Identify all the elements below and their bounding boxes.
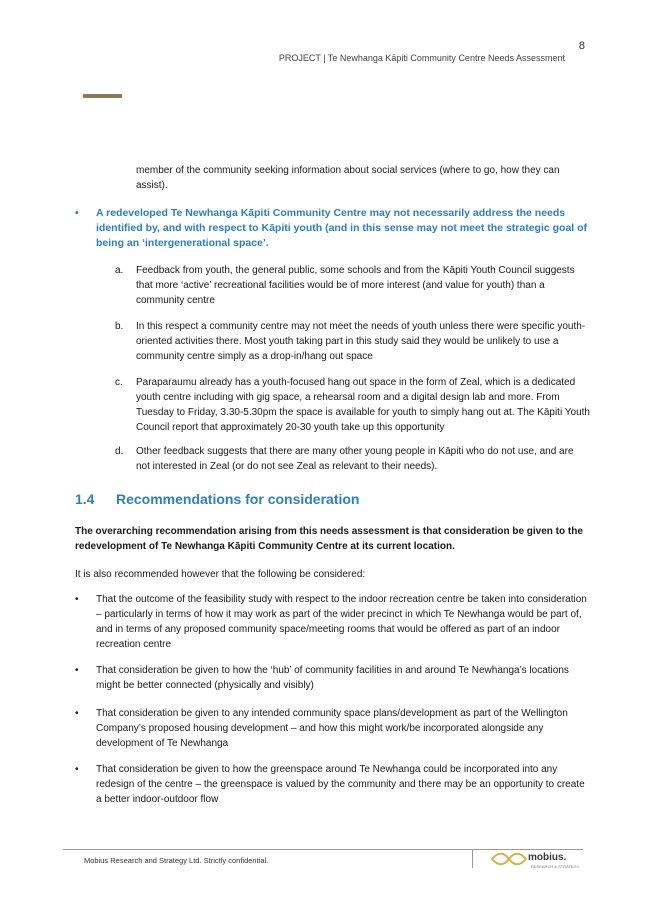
section-heading bbox=[75, 491, 359, 507]
continuation-text: member of the community seeking information about social services (where to go, how they can assist). bbox=[136, 165, 560, 191]
recommendation-text: That the outcome of the feasibility study with respect to the indoor recreation centre be taken into consideration – particularly in terms of how it may work as part of the wider precinct in which Te Newhanga would be part of, and in terms of any proposed community space/meeting rooms that would be offered as part of an indoor recreation centre bbox=[96, 594, 587, 650]
list-item-text: In this respect a community centre may not meet the needs of youth unless there were specific youth-oriented activities there. Most youth taking part in this study said they would be unlikely to use a community centre simply as a drop-in/hang out space bbox=[136, 321, 586, 362]
list-letter: a. bbox=[115, 265, 124, 276]
footer-text: Mobius Research and Strategy Ltd. Strictly confidential. bbox=[84, 856, 269, 865]
section-number: 1.4 bbox=[75, 491, 95, 507]
bullet-heading bbox=[75, 206, 590, 251]
recommendation-text: That consideration be given to any intended community space plans/development as part of the Wellington Company’s proposed housing development – and how this might work/be incorporated alongside any development of Te Newhanga bbox=[96, 708, 568, 749]
intro-paragraph: It is also recommended however that the following be considered: bbox=[75, 569, 366, 580]
bullet-icon: • bbox=[75, 207, 79, 219]
logo-tagline: RESEARCH & STRATEGY bbox=[531, 864, 580, 869]
list-item bbox=[115, 263, 590, 308]
list-letter: d. bbox=[115, 446, 124, 457]
logo-wordmark: mobius. bbox=[528, 852, 567, 863]
recommendation-text: That consideration be given to how the greenspace around Te Newhanga could be incorporated into any redesign of the centre – the greenspace is valued by the community and there may be an opportunity to create a better indoor-outdoor flow bbox=[96, 764, 585, 805]
recommendation-item bbox=[75, 663, 590, 693]
list-item bbox=[115, 319, 590, 364]
recommendation-item bbox=[75, 762, 590, 807]
bullet-icon: • bbox=[75, 764, 79, 775]
list-letter: c. bbox=[115, 377, 123, 388]
bullet-icon: • bbox=[75, 665, 79, 676]
bullet-icon: • bbox=[75, 594, 79, 605]
lead-paragraph: The overarching recommendation arising from this needs assessment is that consideration be given to the redevelopment of Te Newhanga Kāpiti Community Centre at its current location. bbox=[75, 526, 583, 552]
bullet-icon: • bbox=[75, 708, 79, 719]
list-item bbox=[115, 375, 590, 435]
recommendation-item bbox=[75, 706, 590, 751]
list-item-text: Feedback from youth, the general public, some schools and from the Kāpiti Youth Council suggests that more ‘active’ recreational facilities would be of more interest (and value for youth) than a community centre bbox=[136, 265, 575, 306]
bullet-heading-text: A redeveloped Te Newhanga Kāpiti Community Centre may not necessarily address the needs identified by, and with respect to Kāpiti youth (and in this sense may not meet the strategic goal of being an ‘intergenerational space’. bbox=[96, 207, 588, 249]
recommendation-text: That consideration be given to how the ‘hub’ of community facilities in and around Te Newhanga’s locations might be better connected (physically and visibly) bbox=[96, 665, 569, 691]
list-item-text: Paraparaumu already has a youth-focused hang out space in the form of Zeal, which is a dedicated youth centre including with gig space, a rehearsal room and a digital design lab and more. From Tuesday to Friday, 3.30-5.30pm the space is available for youth to simply hang out at. The Kāpiti Youth Council report that approximately 20-30 youth take up this opportunity bbox=[136, 377, 590, 433]
page-number: 8 bbox=[578, 40, 585, 52]
running-header: PROJECT | Te Newhanga Kāpiti Community Centre Needs Assessment bbox=[278, 53, 565, 63]
section-title: Recommendations for consideration bbox=[116, 491, 360, 507]
recommendation-item bbox=[75, 592, 590, 652]
list-letter: b. bbox=[115, 321, 124, 332]
list-item-text: Other feedback suggests that there are many other young people in Kāpiti who do not use, and are not interested in Zeal (or do not see Zeal as relevant to their needs). bbox=[136, 446, 574, 472]
list-item bbox=[115, 444, 590, 474]
footer-divider bbox=[472, 850, 473, 868]
header-rule bbox=[83, 94, 122, 98]
